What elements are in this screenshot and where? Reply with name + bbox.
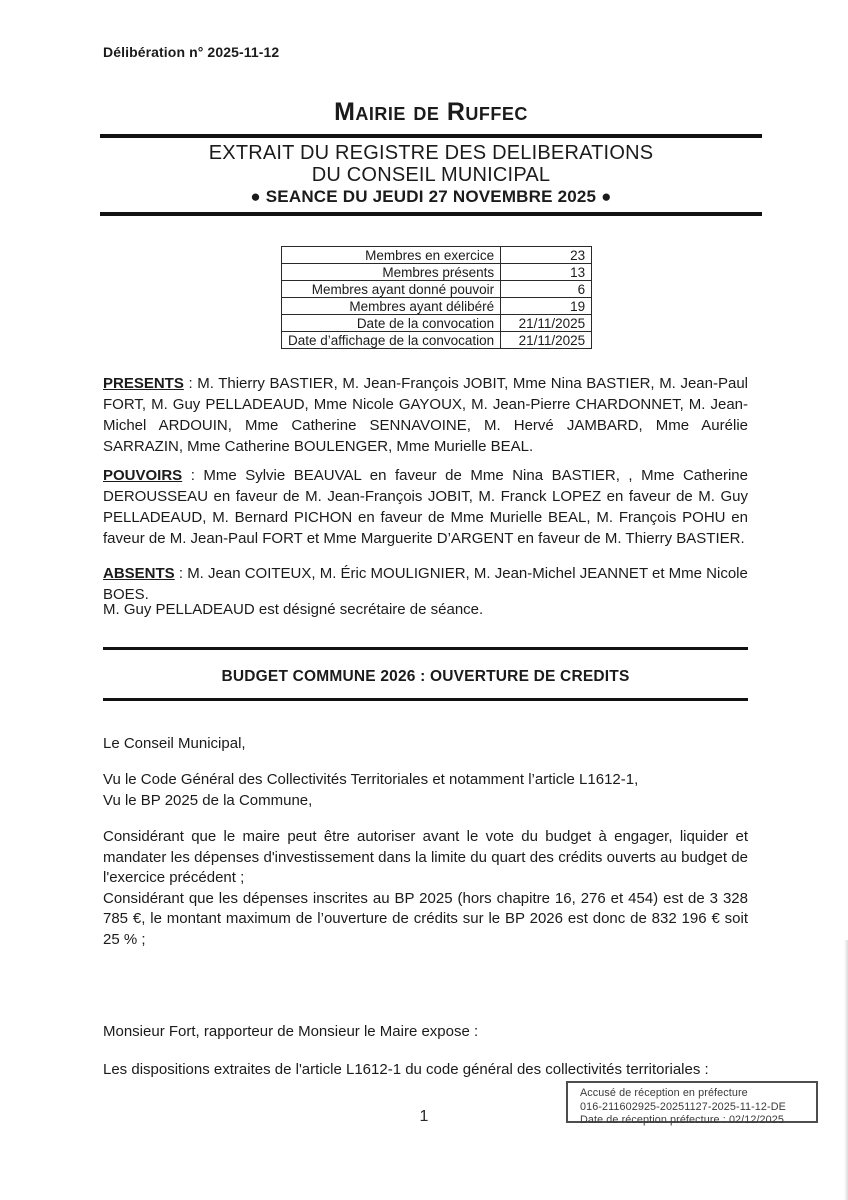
secretary-line: M. Guy PELLADEAUD est désigné secrétaire de séance. — [103, 601, 484, 618]
body-paragraph-expose: Monsieur Fort, rapporteur de Monsieur le Maire expose : — [103, 1023, 479, 1040]
page-number: 1 — [419, 1108, 429, 1125]
table-row-value: 6 — [501, 281, 592, 298]
body-paragraph-conseil: Le Conseil Municipal, — [103, 735, 246, 752]
scan-edge-shadow — [844, 940, 848, 1200]
vu-line-1: Vu le Code Général des Collectivités Territoriales et notamment l’article L1612-1, — [103, 771, 639, 788]
table-row — [282, 332, 592, 349]
table-row — [282, 315, 592, 332]
considerant-1: Considérant que le maire peut être autoriser avant le vote du budget à engager, liquider et mandater les dépenses d'investissement dans la limite du quart des crédits ouverts au budget de l'exercice précédent ; — [103, 828, 748, 886]
document-title: Mairie de Ruffec — [334, 98, 528, 126]
header-rule-top — [100, 134, 762, 138]
vu-line-2: Vu le BP 2025 de la Commune, — [103, 792, 313, 809]
table-row-value: 13 — [501, 264, 592, 281]
table-row-value: 19 — [501, 298, 592, 315]
members-summary-table — [281, 246, 592, 349]
absents-label: ABSENTS — [103, 565, 175, 582]
pouvoirs-text: : Mme Sylvie BEAUVAL en faveur de Mme Nina BASTIER, , Mme Catherine DEROUSSEAU en faveur de M. Jean-François JOBIT, M. Franck LOPEZ en faveur de M. Guy PELLADEAUD, M. Bernard PICHON en faveur de Mme Murielle BEAL, M. François POHU en faveur de M. Jean-Paul FORT et Mme Marguerite D’ARGENT en faveur de M. Thierry BASTIER. — [103, 467, 748, 547]
table-row-label: Membres présents — [282, 264, 501, 281]
session-date-line: ● SEANCE DU JEUDI 27 NOVEMBRE 2025 ● — [250, 187, 612, 206]
pouvoirs-label: POUVOIRS — [103, 467, 183, 484]
table-row-label: Date de la convocation — [282, 315, 501, 332]
section-rule-bottom — [103, 698, 748, 701]
presents-label: PRESENTS — [103, 375, 184, 392]
body-paragraph-considerant — [103, 827, 748, 950]
absents-text: : M. Jean COITEUX, M. Éric MOULIGNIER, M. Jean-Michel JEANNET et Mme Nicole BOES. — [103, 565, 748, 603]
presents-text: : M. Thierry BASTIER, M. Jean-François JOBIT, Mme Nina BASTIER, M. Jean-Paul FORT, M. Guy PELLADEAUD, Mme Nicole GAYOUX, M. Jean-Pierre CHARDONNET, M. Jean-Michel ARDOUIN, Mme Catherine SENNAVOINE, M. Hervé JAMBARD, Mme Aurélie SARRAZIN, Mme Catherine BOULENGER, Mme Murielle BEAL. — [103, 375, 748, 455]
presents-paragraph — [103, 373, 748, 457]
subtitle-line-1: EXTRAIT DU REGISTRE DES DELIBERATIONS — [208, 142, 654, 164]
table-row-value: 21/11/2025 — [501, 332, 592, 349]
document-subtitle-block — [100, 142, 762, 208]
table-row — [282, 264, 592, 281]
subtitle-line-2: DU CONSEIL MUNICIPAL — [311, 164, 551, 186]
section-heading: BUDGET COMMUNE 2026 : OUVERTURE DE CREDITS — [221, 668, 630, 685]
table-row-value: 21/11/2025 — [501, 315, 592, 332]
body-paragraph-dispositions: Les dispositions extraites de l'article L1612-1 du code général des collectivités territoriales : — [103, 1061, 709, 1078]
table-row-label: Membres en exercice — [282, 247, 501, 264]
table-row — [282, 281, 592, 298]
header-rule-bottom — [100, 212, 762, 216]
table-row — [282, 298, 592, 315]
table-row-label: Date d’affichage de la convocation — [282, 332, 501, 349]
table-row — [282, 247, 592, 264]
body-paragraph-vu — [103, 769, 748, 811]
table-row-label: Membres ayant donné pouvoir — [282, 281, 501, 298]
stamp-line-1: Accusé de réception en préfecture — [580, 1087, 748, 1099]
stamp-line-3: Date de réception préfecture : 02/12/2025 — [580, 1114, 784, 1126]
table-row-value: 23 — [501, 247, 592, 264]
section-rule-top — [103, 647, 748, 650]
table-row-label: Membres ayant délibéré — [282, 298, 501, 315]
stamp-line-2: 016-211602925-20251127-2025-11-12-DE — [580, 1100, 786, 1113]
pouvoirs-paragraph — [103, 465, 748, 549]
deliberation-reference: Délibération n° 2025-11-12 — [103, 44, 280, 60]
considerant-2: Considérant que les dépenses inscrites au BP 2025 (hors chapitre 16, 276 et 454) est de 3 328 785 €, le montant maximum de l’ouverture de crédits sur le BP 2026 est donc de 832 196 € soit 25 % ; — [103, 889, 748, 948]
